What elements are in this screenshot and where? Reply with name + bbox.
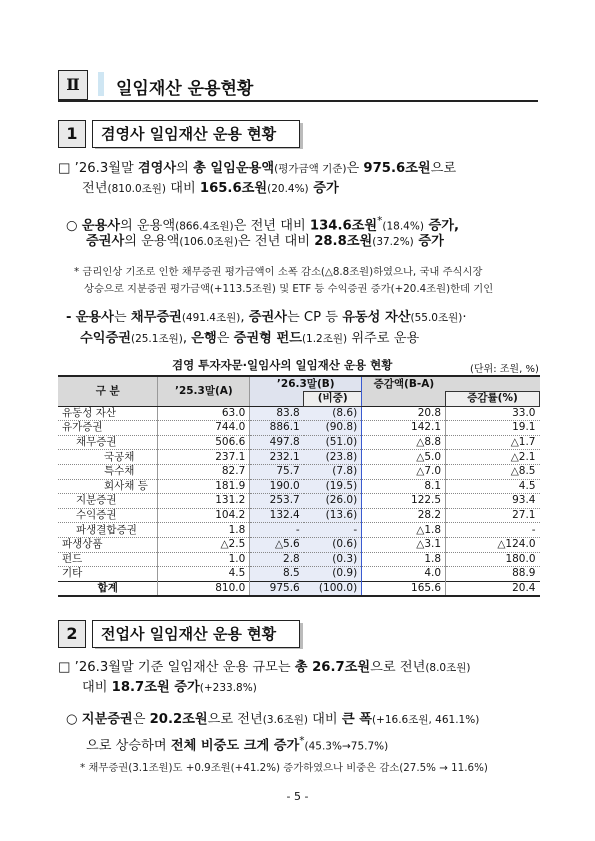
table-row: [58, 508, 540, 523]
note-1-line-1: * 금리인상 기조로 인한 채무증권 평가금액이 소폭 감소(△8.8조원)하였으나, 국내 주식시장: [74, 266, 483, 278]
row-cell-b: 132.4: [250, 508, 304, 523]
row-cell-b: 75.7: [250, 464, 304, 479]
row-cell-b: 253.7: [250, 494, 304, 509]
row-label: 채무증권: [58, 435, 158, 450]
table-row: [58, 523, 540, 538]
row-cell-r: 88.9: [512, 567, 536, 580]
row-cell-a: 237.1: [158, 450, 250, 465]
assets-table: [58, 375, 540, 597]
table-row: [58, 450, 540, 465]
row-cell-b: 83.8: [250, 406, 304, 421]
section-header: [58, 70, 538, 100]
row-cell-r: 19.1: [512, 421, 536, 434]
row-cell-s: -: [304, 523, 362, 538]
row-cell-a: 1.8: [158, 523, 250, 538]
row-cell-a: 4.5: [158, 567, 250, 582]
row-label: 수익증권: [58, 508, 158, 523]
row-label: 유가증권: [58, 421, 158, 436]
subsection-2-header: [58, 620, 318, 648]
row-cell-b: 497.8: [250, 435, 304, 450]
row-cell-r: △8.5: [510, 465, 536, 478]
para-5-line-1: ○ 지분증권은 20.2조원으로 전년(3.6조원) 대비 큰 폭(+16.6조원, 461.1%): [66, 712, 480, 727]
row-cell-c: 20.8: [362, 406, 446, 421]
row-cell-s: (13.6): [304, 508, 362, 523]
table-caption: 겸영 투자자문·일임사의 일임재산 운용 현황: [172, 358, 393, 372]
row-cell-s: (51.0): [304, 435, 362, 450]
row-cell-r: 27.1: [512, 509, 536, 522]
row-cell-s: (8.6): [304, 406, 362, 421]
row-cell-c: 8.1: [362, 479, 446, 494]
row-cell-c: 4.0: [362, 567, 446, 582]
row-cell-a: 131.2: [158, 494, 250, 509]
row-cell-s: (19.5): [304, 479, 362, 494]
row-cell-c: 1.8: [362, 552, 446, 567]
subsection-1-header: [58, 120, 318, 148]
row-label: 특수채: [58, 464, 158, 479]
header-rate: 증감률(%): [446, 392, 540, 407]
row-cell-r: 4.5: [518, 479, 536, 492]
row-cell-c: △8.8: [362, 435, 446, 450]
table-row: [58, 479, 540, 494]
table-total-row: 합계 810.0 975.6 (100.0) 165.6 20.4: [58, 581, 540, 596]
row-cell-c: △3.1: [362, 537, 446, 552]
row-cell-a: △2.5: [158, 537, 250, 552]
row-cell-a: 744.0: [158, 421, 250, 436]
row-cell-b: 232.1: [250, 450, 304, 465]
row-cell-a: 1.0: [158, 552, 250, 567]
row-cell-b: 190.0: [250, 479, 304, 494]
row-cell-b: 8.5: [250, 567, 304, 582]
para-1-line-2: 전년(810.0조원) 대비 165.6조원(20.4%) 증가: [82, 181, 339, 196]
section-number: Ⅱ: [58, 70, 88, 100]
row-cell-a: 82.7: [158, 464, 250, 479]
row-cell-a: 506.6: [158, 435, 250, 450]
row-cell-a: 104.2: [158, 508, 250, 523]
header-change: 증감액(B-A): [362, 376, 446, 392]
table-row: [58, 567, 540, 582]
row-cell-s: (90.8): [304, 421, 362, 436]
note-2: * 채무증권(3.1조원)도 +0.9조원(+41.2%) 증가하였으나 비중은 감소(27.5% → 11.6%): [80, 762, 488, 774]
table-row: [58, 537, 540, 552]
row-label: 유동성 자산: [58, 406, 158, 421]
row-cell-r: △1.7: [510, 436, 536, 449]
page-number: - 5 -: [286, 790, 309, 803]
header-category: 구 분: [58, 376, 158, 406]
para-2-line-1: ○ 운용사의 운용액(866.4조원)은 전년 대비 134.6조원*(18.4%) 증가,: [66, 215, 460, 234]
row-label: 파생상품: [58, 537, 158, 552]
row-cell-s: (0.3): [304, 552, 362, 567]
table-row: [58, 464, 540, 479]
row-label: 펀드: [58, 552, 158, 567]
row-cell-b: △5.6: [250, 537, 304, 552]
total-label: 합계: [58, 581, 158, 596]
table-body: [58, 406, 540, 581]
table-row: [58, 435, 540, 450]
header-share: (비중): [304, 392, 362, 407]
section-accent-bar: [98, 72, 104, 96]
para-3-line-2: 수익증권(25.1조원), 은행은 증권형 펀드(1.2조원) 위주로 운용: [80, 331, 420, 346]
row-cell-s: (26.0): [304, 494, 362, 509]
para-5-line-2: 으로 상승하며 전체 비중도 크게 증가*(45.3%→75.7%): [86, 735, 389, 754]
section-rule: [58, 100, 538, 102]
subsection-1-number: 1: [58, 120, 86, 148]
header-y26: ’26.3말(B): [250, 376, 362, 392]
row-cell-s: (7.8): [304, 464, 362, 479]
row-cell-r: △2.1: [510, 450, 536, 463]
para-3-line-1: - 운용사는 채무증권(491.4조원), 증권사는 CP 등 유동성 자산(55.0조원)·: [66, 310, 467, 325]
row-cell-c: 122.5: [362, 494, 446, 509]
table-row: [58, 406, 540, 421]
row-label: 기타: [58, 567, 158, 582]
subsection-2-title: 전업사 일임재산 운용 현황: [92, 620, 300, 648]
row-cell-r: △124.0: [497, 538, 536, 551]
row-cell-r: 33.0: [512, 406, 536, 419]
row-cell-c: △7.0: [362, 464, 446, 479]
table-row: [58, 494, 540, 509]
row-cell-b: 2.8: [250, 552, 304, 567]
row-cell-a: 63.0: [158, 406, 250, 421]
row-label: 지분증권: [58, 494, 158, 509]
section-title: 일임재산 운용현황: [116, 79, 254, 99]
header-y25: ’25.3말(A): [158, 376, 250, 406]
row-cell-c: 142.1: [362, 421, 446, 436]
para-4-line-1: □ ’26.3월말 기준 일임재산 운용 규모는 총 26.7조원으로 전년(8.0조원): [58, 660, 471, 675]
subsection-2-number: 2: [58, 620, 86, 648]
row-cell-b: -: [250, 523, 304, 538]
row-cell-b: 886.1: [250, 421, 304, 436]
row-cell-c: △5.0: [362, 450, 446, 465]
row-cell-r: 93.4: [512, 494, 536, 507]
subsection-1-title: 겸영사 일임재산 운용 현황: [92, 120, 300, 148]
row-cell-s: (0.9): [304, 567, 362, 582]
row-label: 국공채: [58, 450, 158, 465]
row-cell-s: (0.6): [304, 537, 362, 552]
row-label: 파생결합증권: [58, 523, 158, 538]
para-2-line-2: 증권사의 운용액(106.0조원)은 전년 대비 28.8조원(37.2%) 증가: [86, 234, 444, 249]
row-cell-a: 181.9: [158, 479, 250, 494]
table-row: [58, 421, 540, 436]
row-cell-c: △1.8: [362, 523, 446, 538]
note-1-line-2: 상승으로 지분증권 평가금액(+113.5조원) 및 ETF 등 수익증권 증가(+20.4조원)한데 기인: [84, 283, 494, 295]
para-1-line-1: □ ’26.3월말 겸영사의 총 일임운용액(평가금액 기준)은 975.6조원으로: [58, 161, 457, 176]
table-row: [58, 552, 540, 567]
row-cell-s: (23.8): [304, 450, 362, 465]
row-cell-r: -: [531, 523, 536, 536]
row-cell-r: 180.0: [505, 552, 536, 565]
table-unit: (단위: 조원, %): [470, 364, 539, 375]
para-4-line-2: 대비 18.7조원 증가(+233.8%): [82, 680, 257, 695]
row-cell-c: 28.2: [362, 508, 446, 523]
row-label: 회사채 등: [58, 479, 158, 494]
